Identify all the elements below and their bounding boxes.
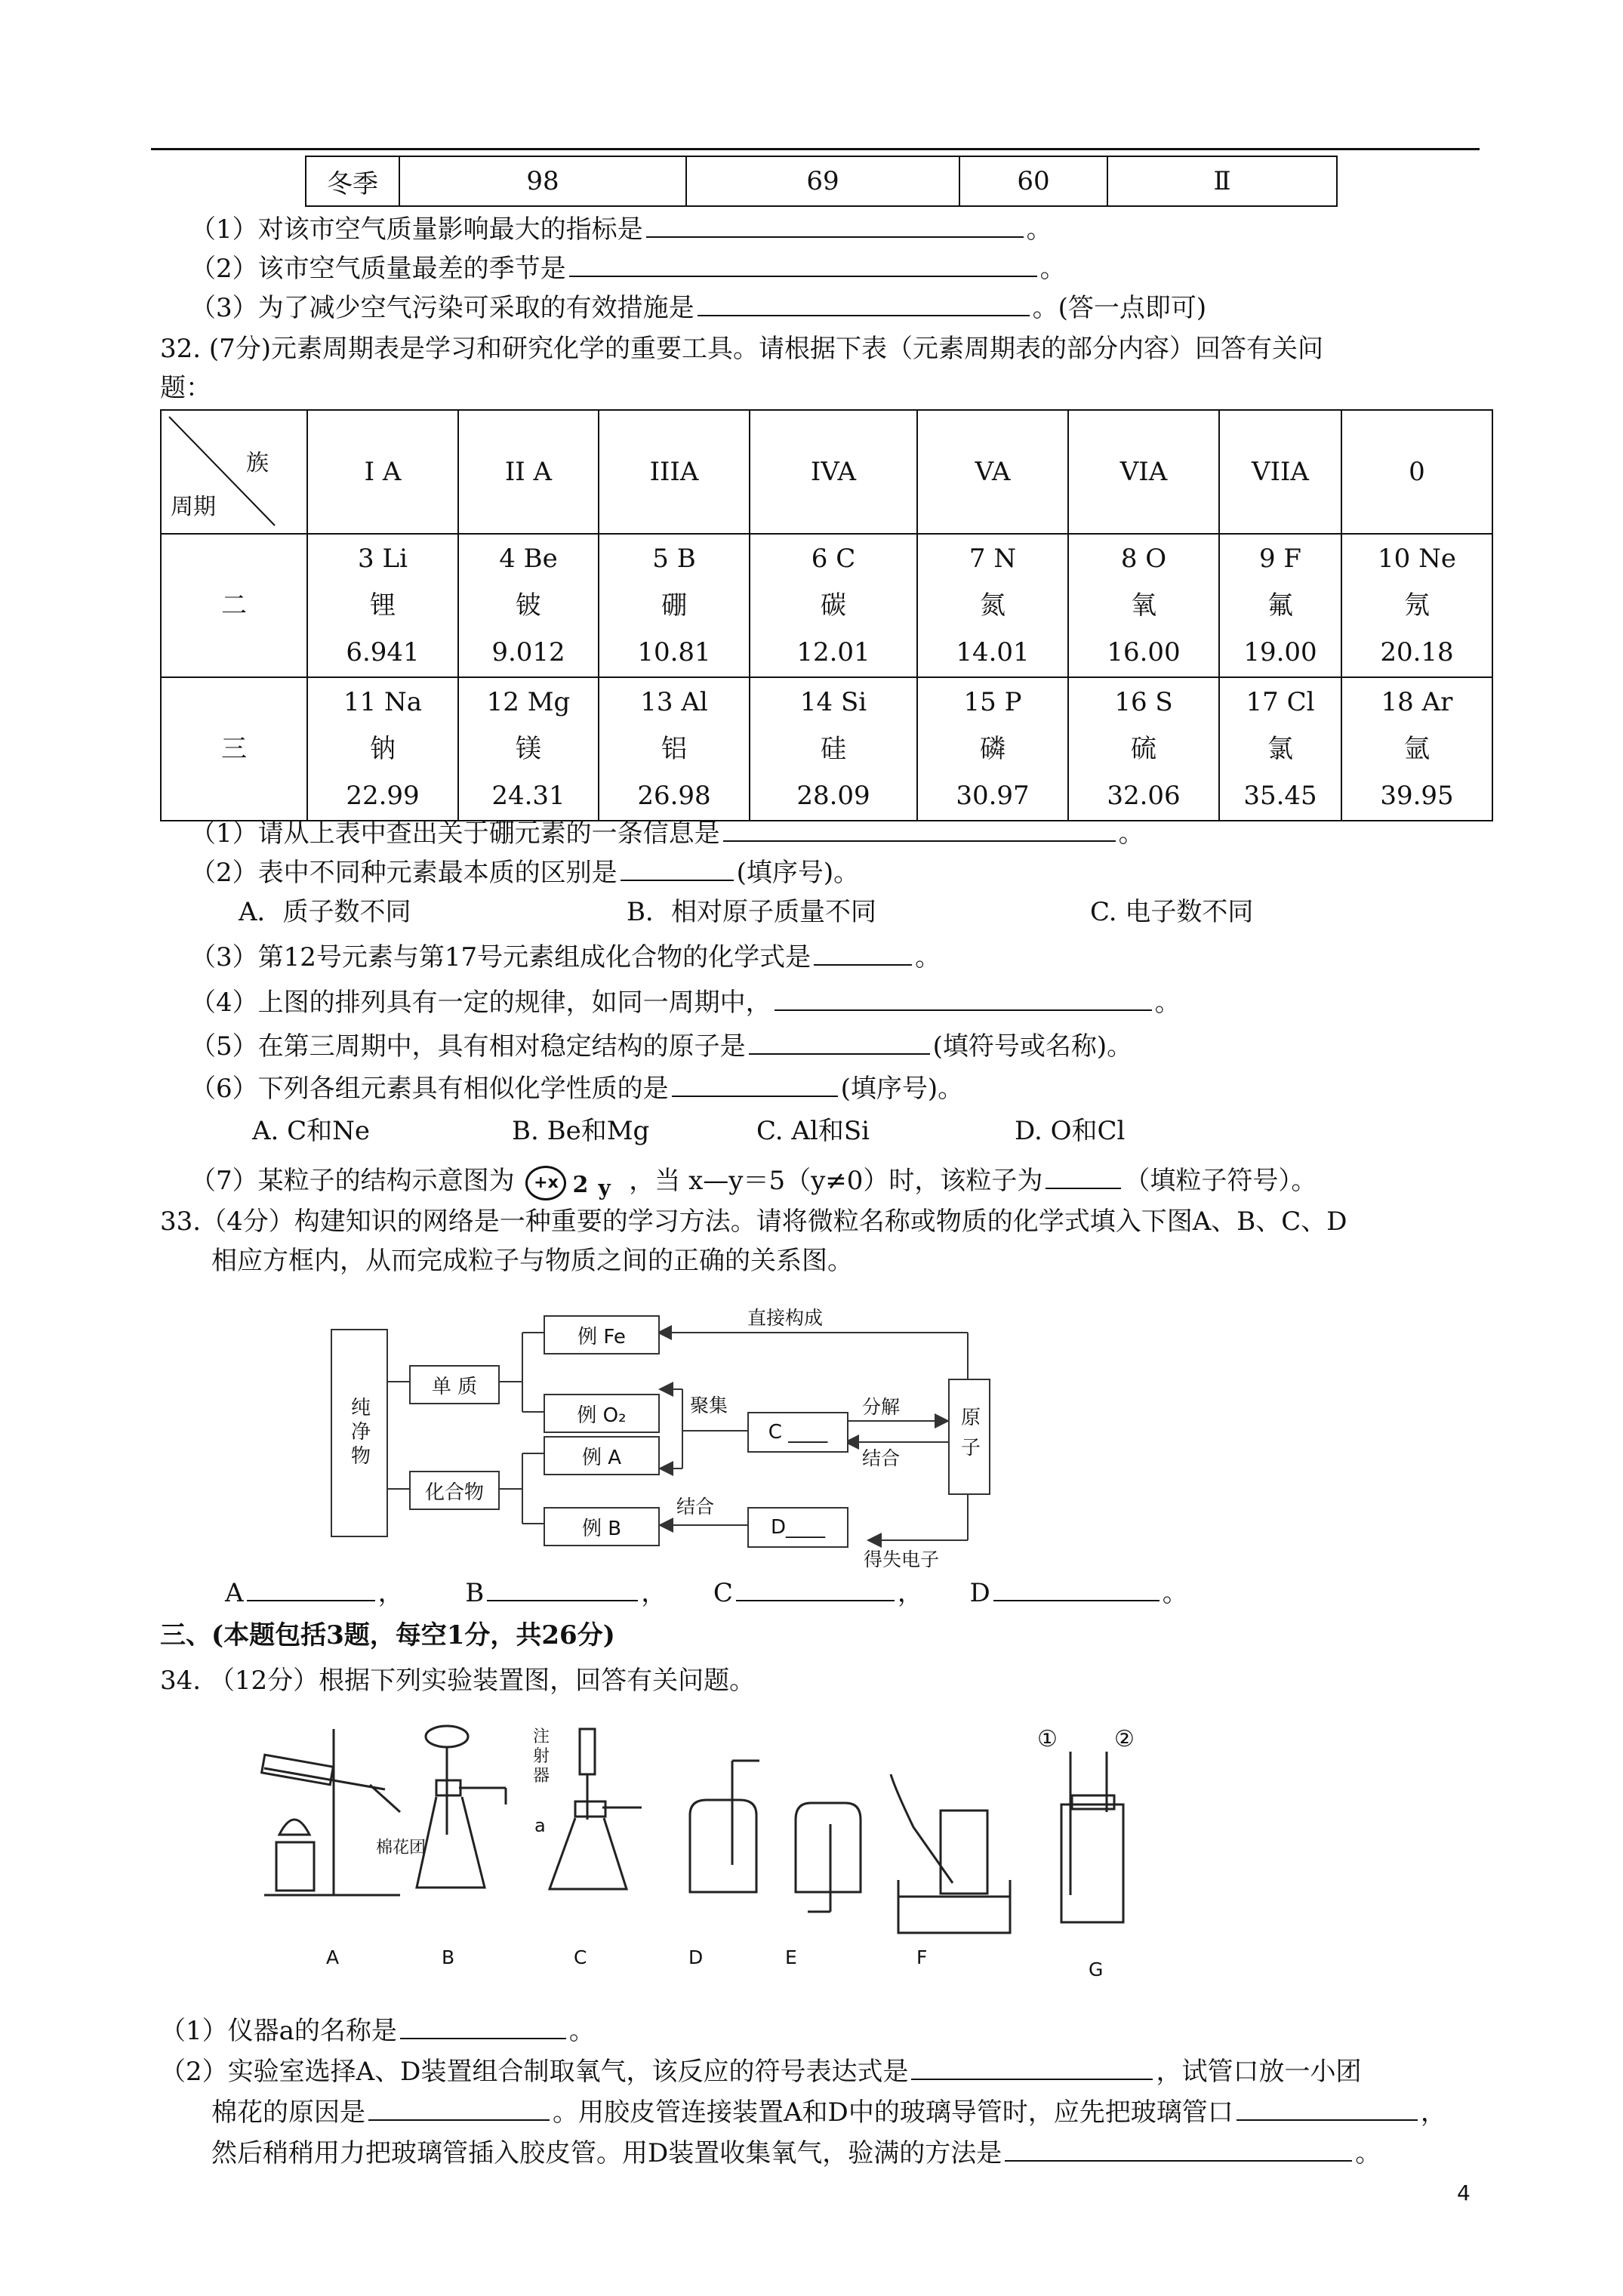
element-cell: 18 Ar 氩 39.95 xyxy=(1341,677,1492,821)
table-row xyxy=(161,410,1492,534)
q32-s3: （3）第12号元素与第17号元素组成化合物的化学式是 。 xyxy=(190,942,941,972)
q32-s6-option-d: D. O和Cl xyxy=(1015,1116,1126,1146)
answer-blank[interactable] xyxy=(775,987,1152,1011)
q32-s6-option-b: B. Be和Mg xyxy=(512,1116,650,1146)
group-header: IVA xyxy=(750,410,917,534)
answer-blank[interactable] xyxy=(646,214,1024,238)
element-cell: 7 N 氮 14.01 xyxy=(917,534,1068,677)
pure-substance-box: 纯净物 xyxy=(331,1329,388,1537)
group-header: VA xyxy=(917,410,1068,534)
answer-blank[interactable] xyxy=(400,2015,566,2039)
example-b-box: 例 B xyxy=(544,1507,660,1546)
electron-shell-1: 2 xyxy=(572,1172,589,1198)
q34-s2: （2）实验室选择A、D装置组合制取氧气，该反应的符号表达式是 ，试管口放一小团 xyxy=(160,2057,1362,2087)
answer-blank-a[interactable] xyxy=(247,1577,375,1601)
instrument-a-label: a xyxy=(534,1815,546,1836)
element-cell: 13 Al 铝 26.98 xyxy=(599,677,750,821)
element-cell: 17 Cl 氯 35.45 xyxy=(1219,677,1341,821)
group-header: I A xyxy=(307,410,458,534)
q32-s2-option-b: B．相对原子质量不同 xyxy=(627,897,876,927)
example-fe-box: 例 Fe xyxy=(544,1315,660,1354)
label-gather: 聚集 xyxy=(690,1395,728,1416)
element-cell: 5 B 硼 10.81 xyxy=(599,534,750,677)
season-table xyxy=(305,156,1338,207)
element-cell: 12 Mg 镁 24.31 xyxy=(458,677,599,821)
c-box: C ____ xyxy=(747,1412,848,1453)
particle-substance-diagram xyxy=(325,1299,981,1570)
example-a-box: 例 A xyxy=(544,1436,660,1475)
periodic-table xyxy=(160,409,1493,821)
element-cell: 4 Be 铍 9.012 xyxy=(458,534,599,677)
answer-blank[interactable] xyxy=(723,818,1116,842)
group-header: 0 xyxy=(1341,410,1492,534)
group-header: II A xyxy=(458,410,599,534)
q34-s2-cont2: 然后稍稍用力把玻璃管插入胶皮管。用D装置收集氧气，验满的方法是 。 xyxy=(211,2138,1381,2168)
q32-s6: （6）下列各组元素具有相似化学性质的是 (填序号)。 xyxy=(190,1074,964,1104)
corner-cell xyxy=(161,410,307,534)
page-number: 4 xyxy=(1457,2180,1471,2205)
season-cell: 冬季 xyxy=(306,156,399,206)
element-cell: 3 Li 锂 6.941 xyxy=(307,534,458,677)
cotton-label: 棉花团 xyxy=(376,1838,427,1857)
answer-blank[interactable] xyxy=(621,857,734,881)
period-label: 三 xyxy=(161,677,307,821)
d-box: D____ xyxy=(747,1507,848,1548)
element-cell: 9 F 氟 19.00 xyxy=(1219,534,1341,677)
q32-s5: （5）在第三周期中，具有相对稳定结构的原子是 (填符号或名称)。 xyxy=(190,1031,1133,1062)
group-header: IIIA xyxy=(599,410,750,534)
q32-s7: （7）某粒子的结构示意图为 +x 2 y ，当 x—y＝5（y≠0）时，该粒子为 （填粒子符号）。 xyxy=(190,1164,1317,1199)
q34-s1: （1）仪器a的名称是 。 xyxy=(160,2016,595,2046)
answer-blank[interactable] xyxy=(1005,2137,1352,2162)
element-substance-box: 单 质 xyxy=(409,1365,500,1404)
label-decompose: 分解 xyxy=(862,1396,901,1418)
answer-blank[interactable] xyxy=(814,942,912,966)
label-combine: 结合 xyxy=(676,1496,715,1518)
q32-s2-option-a: A．质子数不同 xyxy=(239,897,411,927)
table-row xyxy=(161,534,1492,677)
q32-s6-option-c: C. Al和Si xyxy=(756,1116,870,1146)
q31-s1: （1）对该市空气质量影响最大的指标是 。 xyxy=(190,214,1052,245)
answer-blank[interactable] xyxy=(569,253,1037,277)
label-direct-compose: 直接构成 xyxy=(747,1307,824,1329)
q32-s2: （2）表中不同种元素最本质的区别是 (填序号)。 xyxy=(190,858,860,888)
apparatus-label-c: C xyxy=(574,1946,587,1968)
q32-s6-option-a: A. C和Ne xyxy=(252,1116,371,1146)
q32-s1: （1）请从上表中查出关于硼元素的一条信息是 。 xyxy=(190,818,1144,849)
label-gain-lose-electrons: 得失电子 xyxy=(864,1549,940,1570)
element-cell: 8 O 氧 16.00 xyxy=(1068,534,1219,677)
answer-blank[interactable] xyxy=(1236,2097,1418,2121)
answer-blank[interactable] xyxy=(698,292,1030,316)
value-cell: 60 xyxy=(959,156,1107,206)
value-cell: 98 xyxy=(399,156,686,206)
value-cell: 69 xyxy=(686,156,959,206)
element-cell: 6 C 碳 12.01 xyxy=(750,534,917,677)
corner-period-label: 周期 xyxy=(171,494,216,520)
q32-intro: 32. (7分)元素周期表是学习和研究化学的重要工具。请根据下表（元素周期表的部分内容）回答有关问 xyxy=(160,334,1324,364)
q31-s3: （3）为了减少空气污染可采取的有效措施是 。(答一点即可) xyxy=(190,293,1207,323)
syringe-label: 注射器 xyxy=(533,1727,550,1786)
q32-intro-cont: 题： xyxy=(160,373,211,403)
answer-blank[interactable] xyxy=(911,2056,1153,2080)
answer-blank[interactable] xyxy=(672,1073,838,1097)
example-o2-box: 例 O₂ xyxy=(544,1394,660,1433)
element-cell: 11 Na 钠 22.99 xyxy=(307,677,458,821)
answer-blank[interactable] xyxy=(749,1031,930,1055)
port-1-label: ① xyxy=(1037,1726,1058,1752)
apparatus-label-g: G xyxy=(1089,1959,1104,1980)
apparatus-label-d: D xyxy=(688,1946,704,1968)
nucleus-circle: +x xyxy=(525,1166,566,1200)
port-2-label: ② xyxy=(1114,1726,1135,1752)
answer-blank[interactable] xyxy=(1046,1165,1121,1189)
answer-blank-c[interactable] xyxy=(736,1577,895,1601)
element-cell: 15 P 磷 30.97 xyxy=(917,677,1068,821)
element-cell: 14 Si 硅 28.09 xyxy=(750,677,917,821)
apparatus-label-f: F xyxy=(916,1946,928,1968)
element-cell: 16 S 硫 32.06 xyxy=(1068,677,1219,821)
atom-box: 原子 xyxy=(948,1379,990,1495)
header-rule xyxy=(151,148,1480,150)
table-row xyxy=(161,677,1492,821)
q34-s2-cont: 棉花的原因是 。用胶皮管连接装置A和D中的玻璃导管时，应先把玻璃管口 ， xyxy=(211,2097,1446,2128)
atom-structure-diagram xyxy=(522,1166,621,1199)
electron-shell-2: y xyxy=(598,1176,611,1200)
answer-blank-b[interactable] xyxy=(487,1577,638,1601)
element-cell: 10 Ne 氖 20.18 xyxy=(1341,534,1492,677)
answer-blank[interactable] xyxy=(368,2097,550,2121)
table-row xyxy=(306,156,1337,206)
section-three-heading: 三、(本题包括3题，每空1分，共26分) xyxy=(160,1620,615,1650)
label-combine: 结合 xyxy=(862,1447,901,1469)
apparatus-label-b: B xyxy=(442,1946,455,1968)
compound-box: 化合物 xyxy=(409,1471,500,1510)
group-header: VIIA xyxy=(1219,410,1341,534)
q33-intro: 33.（4分）构建知识的网络是一种重要的学习方法。请将微粒名称或物质的化学式填入下图A、B、C、D xyxy=(160,1207,1347,1237)
period-label: 二 xyxy=(161,534,307,677)
q33-intro-cont: 相应方框内，从而完成粒子与物质之间的正确的关系图。 xyxy=(211,1246,853,1276)
q34-intro: 34. （12分）根据下列实验装置图，回答有关问题。 xyxy=(160,1666,756,1696)
q32-s2-option-c: C. 电子数不同 xyxy=(1090,897,1254,927)
level-cell: Ⅱ xyxy=(1107,156,1337,206)
apparatus-label-e: E xyxy=(785,1946,797,1968)
q33-answers: A ， B ， C ， D 。 xyxy=(225,1578,1188,1608)
q31-s2: （2）该市空气质量最差的季节是 。 xyxy=(190,254,1066,284)
corner-group-label: 族 xyxy=(246,450,269,476)
group-header: VIA xyxy=(1068,410,1219,534)
answer-blank-d[interactable] xyxy=(993,1577,1160,1601)
q32-s4: （4）上图的排列具有一定的规律，如同一周期中， 。 xyxy=(190,988,1181,1018)
apparatus-label-a: A xyxy=(326,1946,340,1968)
